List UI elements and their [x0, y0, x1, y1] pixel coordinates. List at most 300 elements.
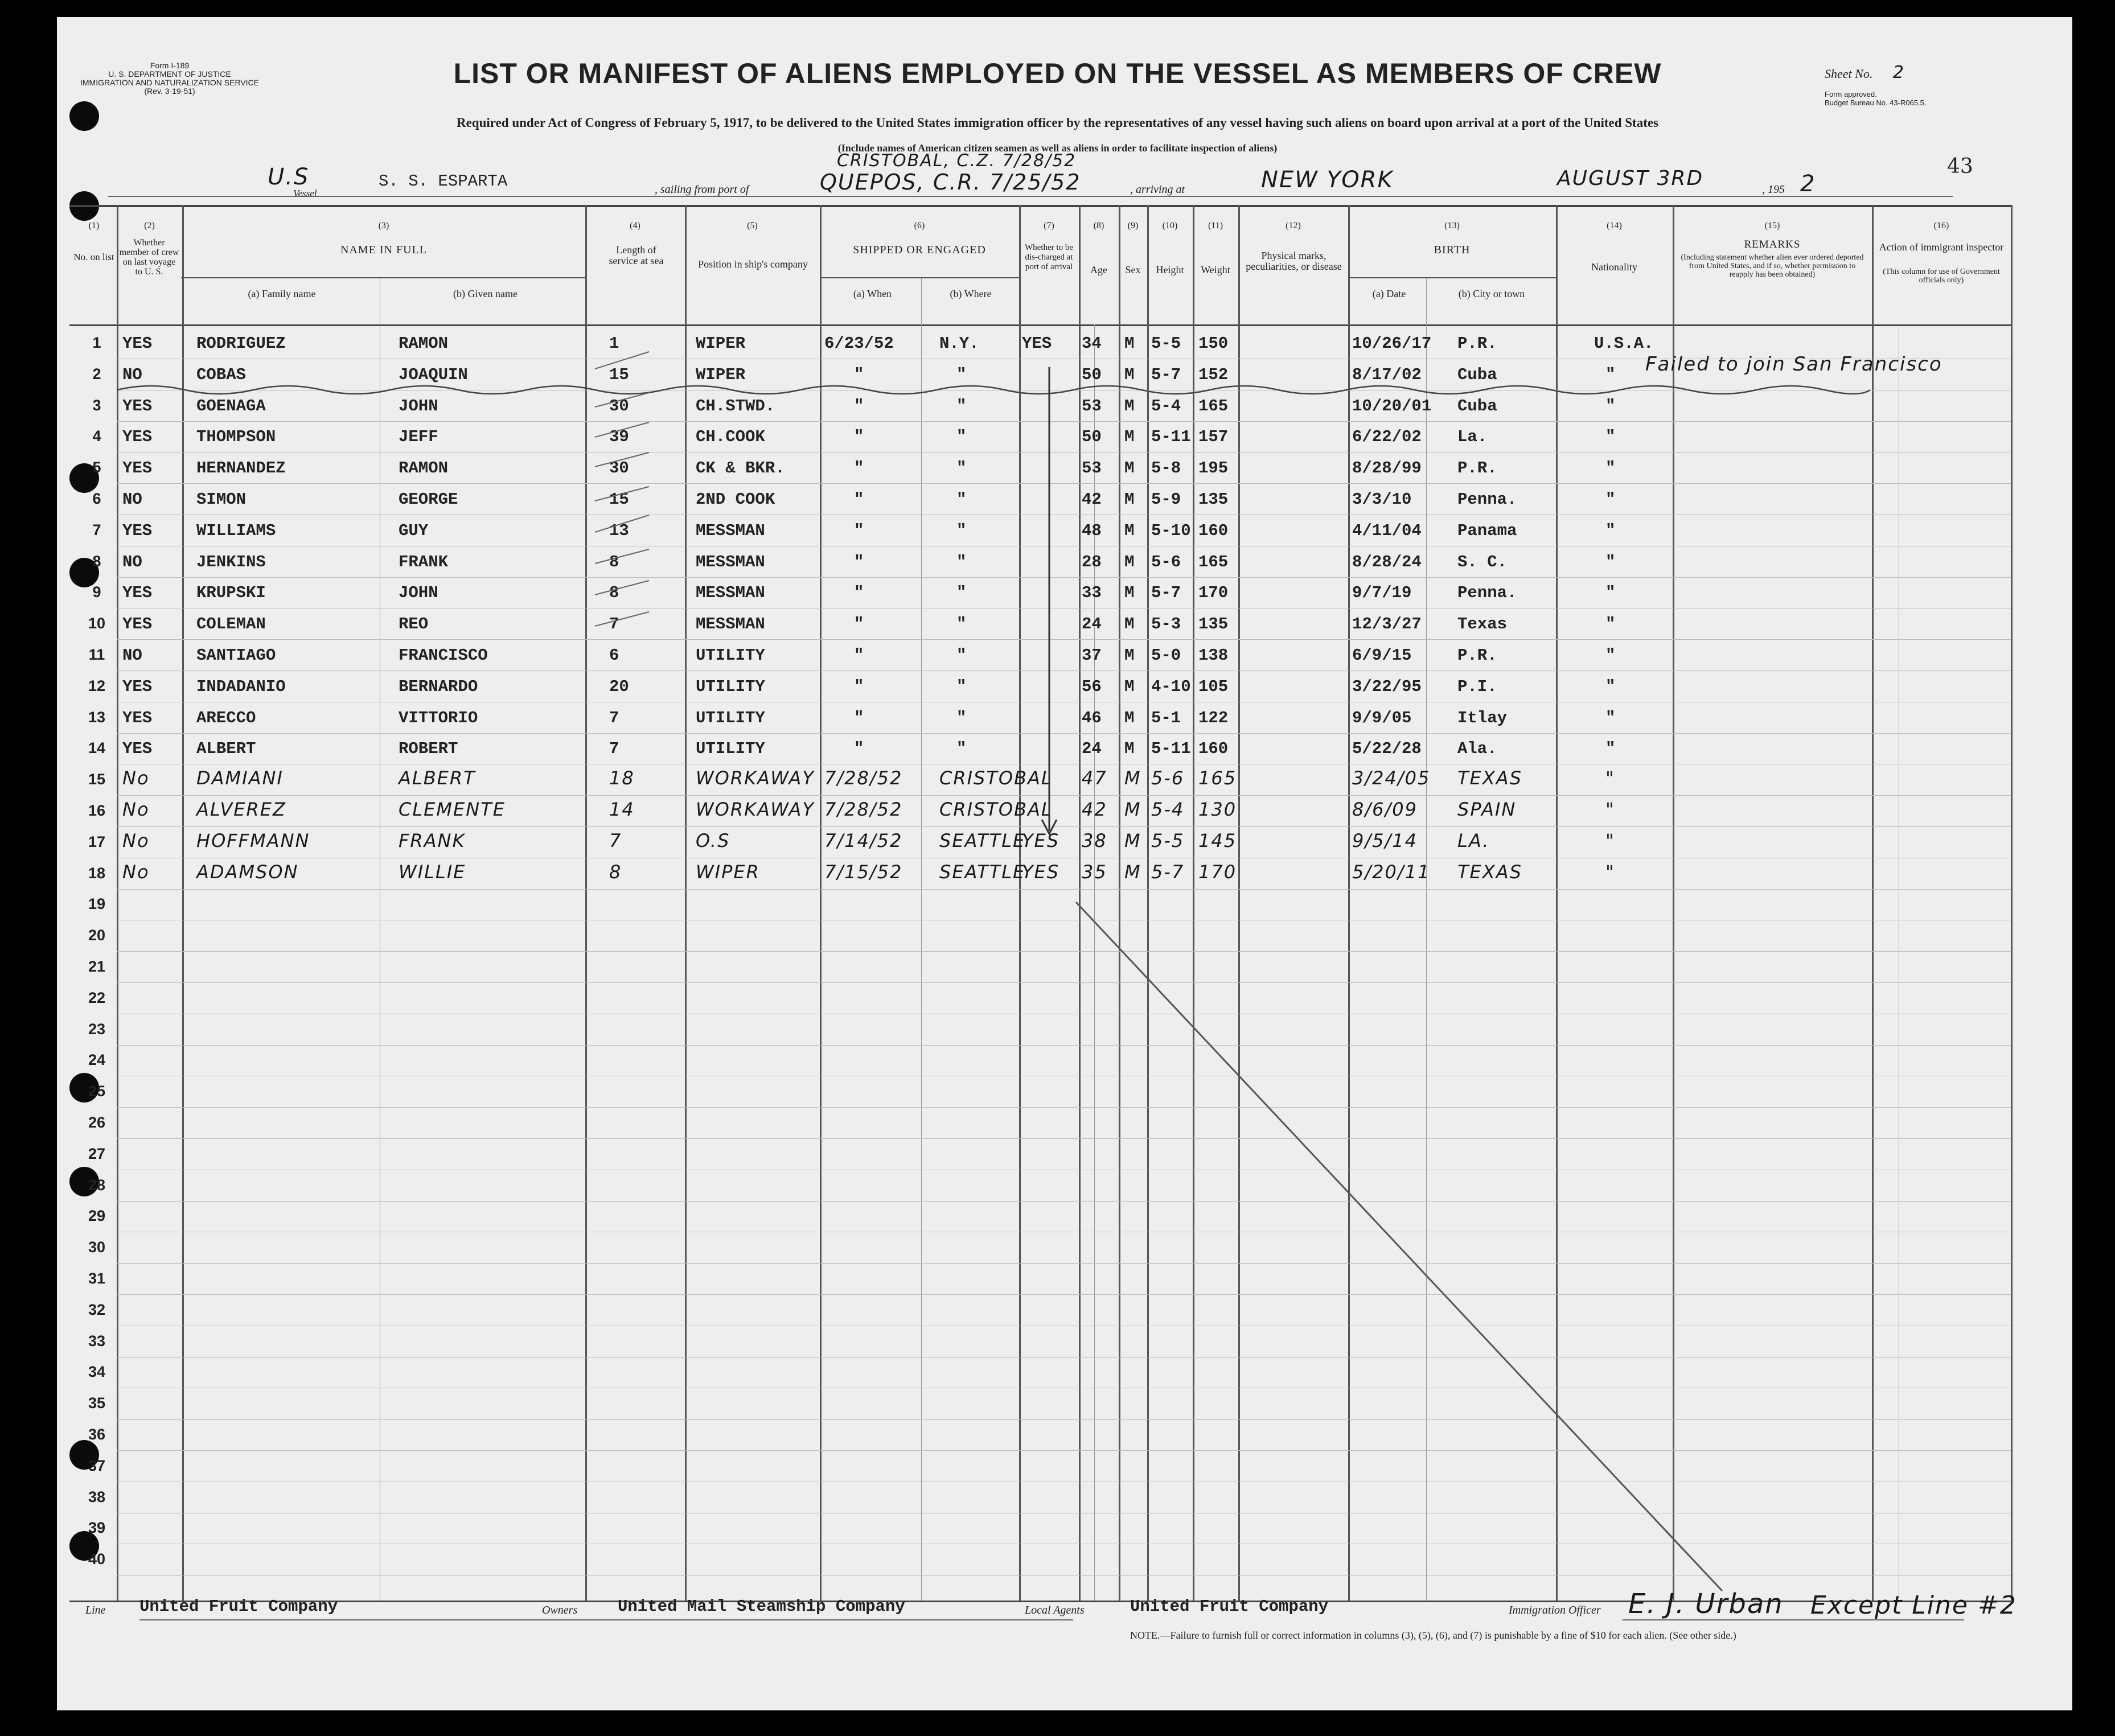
header-discharged: Whether to be dis-charged at port of arrival [1025, 243, 1073, 271]
agents-label: Local Agents [1025, 1604, 1085, 1616]
remark-row-2: Failed to join San Francisco [1645, 353, 1942, 376]
arriving-label: , arriving at [1130, 183, 1185, 196]
row-number: 38 [88, 1488, 106, 1505]
cell-given: ROBERT [399, 739, 458, 759]
cell-given: REO [399, 615, 429, 634]
cell-bdate: 9/5/14 [1352, 829, 1418, 851]
cell-nat: " [1605, 861, 1615, 883]
col-number: (4) [630, 221, 640, 231]
row-number: 1 [92, 334, 101, 351]
header-shipped-or-engaged: SHIPPED OR ENGAGED [853, 244, 986, 256]
cell-nat: " [1605, 767, 1615, 789]
row-number: 26 [88, 1114, 106, 1131]
cell-family: HERNANDEZ [196, 459, 286, 478]
row-number: 6 [92, 490, 101, 507]
cell-bdate: 3/24/05 [1352, 767, 1431, 789]
cell-when: " [854, 646, 864, 665]
cell-bdate: 4/11/04 [1352, 521, 1422, 540]
cell-member: NO [122, 646, 142, 665]
cell-height: 4-10 [1151, 677, 1191, 696]
cell-weight: 138 [1198, 646, 1229, 665]
cell-where: " [956, 739, 967, 759]
cell-where: " [956, 677, 967, 696]
cell-member: No [122, 767, 150, 789]
cell-when: " [854, 427, 864, 447]
cell-family: COBAS [196, 365, 247, 384]
document-title: LIST OR MANIFEST OF ALIENS EMPLOYED ON THE VESSEL AS MEMBERS OF CREW [453, 57, 1662, 89]
cell-nat: " [1605, 829, 1615, 851]
col-number: (6) [914, 221, 925, 231]
cell-position: WORKAWAY [696, 767, 815, 789]
cell-length: 7 [609, 708, 619, 727]
cell-weight: 160 [1198, 521, 1229, 540]
header-no-on-list: No. on list [73, 252, 114, 262]
row-number: 9 [92, 583, 101, 601]
cell-bdate: 10/26/17 [1352, 334, 1432, 353]
cell-bdate: 10/20/01 [1352, 396, 1432, 416]
cell-bcity: Penna. [1457, 490, 1517, 509]
header-age: Age [1090, 264, 1107, 275]
cell-nat: " [1605, 521, 1616, 540]
cell-where: " [956, 583, 967, 603]
row-number: 11 [88, 646, 105, 663]
cell-position: UTILITY [696, 708, 765, 727]
cell-nat: " [1605, 708, 1616, 727]
cell-when: " [854, 521, 864, 540]
header-name-in-full: NAME IN FULL [340, 244, 427, 256]
cell-family: RODRIGUEZ [196, 334, 286, 353]
cell-given: FRANCISCO [399, 646, 488, 665]
cell-height: 5-3 [1151, 615, 1181, 634]
row-number: 15 [88, 771, 106, 788]
cell-member: YES [122, 334, 153, 353]
cell-when: " [854, 396, 864, 416]
cell-bcity: Penna. [1457, 583, 1517, 603]
cell-length: 30 [609, 459, 629, 478]
cell-nat: " [1605, 365, 1616, 384]
cell-where: " [956, 427, 967, 447]
cell-bcity: Panama [1457, 521, 1517, 540]
cell-sex: M [1124, 799, 1141, 820]
cell-weight: 122 [1198, 708, 1229, 727]
cell-when: " [854, 739, 864, 759]
agents-value: United Fruit Company [1130, 1597, 1329, 1616]
cell-height: 5-7 [1151, 861, 1185, 883]
row-number: 28 [88, 1176, 106, 1194]
row-number: 35 [88, 1394, 106, 1412]
cell-sex: M [1124, 708, 1135, 727]
row-number: 23 [88, 1020, 106, 1038]
row-number: 24 [88, 1051, 106, 1069]
header-birth: BIRTH [1434, 244, 1471, 256]
row-number: 34 [88, 1363, 106, 1381]
header-member-of-crew: Whether member of crew on last voyage to U. S. [119, 238, 179, 277]
row-number: 20 [88, 927, 106, 944]
cell-nat: " [1605, 396, 1616, 416]
cell-family: KRUPSKI [196, 583, 266, 603]
cell-when: " [854, 365, 864, 384]
cell-height: 5-4 [1151, 396, 1181, 416]
cell-sex: M [1124, 459, 1135, 478]
cell-when: " [854, 459, 864, 478]
cell-height: 5-5 [1151, 829, 1185, 851]
cell-bcity: Cuba [1457, 365, 1497, 384]
cell-member: NO [122, 490, 142, 509]
cell-bcity: Texas [1457, 615, 1508, 634]
col-number: (9) [1127, 221, 1139, 231]
cell-weight: 165 [1198, 396, 1229, 416]
cell-age: 34 [1082, 334, 1102, 353]
cell-where: " [956, 646, 967, 665]
row-number: 13 [88, 708, 106, 726]
cell-position: CH.COOK [696, 427, 765, 447]
cell-nat: U.S.A. [1594, 334, 1654, 353]
cell-bcity: P.I. [1457, 677, 1497, 696]
cell-weight: 152 [1198, 365, 1229, 384]
col-number: (8) [1093, 221, 1104, 231]
col-number: (14) [1607, 221, 1622, 231]
cell-when: " [854, 490, 864, 509]
cell-bdate: 9/7/19 [1352, 583, 1412, 603]
cell-where: CRISTOBAL [939, 799, 1053, 820]
row-number: 5 [92, 459, 101, 476]
cell-length: 30 [609, 396, 629, 416]
cell-length: 15 [609, 490, 629, 509]
cell-sex: M [1124, 646, 1135, 665]
cell-family: HOFFMANN [196, 829, 310, 851]
cell-sex: M [1124, 861, 1141, 883]
cell-family: SANTIAGO [196, 646, 276, 665]
cell-bcity: SPAIN [1457, 799, 1517, 820]
col-number: (16) [1933, 221, 1949, 231]
row-number: 18 [88, 864, 106, 882]
cell-member: YES [122, 708, 153, 727]
cell-given: CLEMENTE [399, 799, 506, 820]
cell-given: FRANK [399, 552, 449, 571]
cell-member: NO [122, 552, 142, 571]
row-number: 29 [88, 1207, 106, 1225]
owners-value: United Mail Steamship Company [618, 1597, 905, 1616]
cell-height: 5-7 [1151, 365, 1181, 384]
cell-member: No [122, 829, 150, 851]
cell-sex: M [1124, 767, 1141, 789]
cell-height: 5-10 [1151, 521, 1191, 540]
header-sex: Sex [1125, 264, 1141, 275]
cell-sex: M [1124, 739, 1135, 759]
row-number: 22 [88, 989, 106, 1006]
line-label: Line [85, 1604, 106, 1616]
cell-nat: " [1605, 427, 1616, 447]
cell-weight: 165 [1198, 552, 1229, 571]
cell-when: " [854, 583, 864, 603]
cell-nat: " [1605, 615, 1616, 634]
header-when: (a) When [853, 288, 892, 299]
cell-bdate: 8/28/24 [1352, 552, 1422, 571]
header-given-name: (b) Given name [453, 288, 518, 299]
cell-sex: M [1124, 583, 1135, 603]
cell-nat: " [1605, 677, 1616, 696]
cell-length: 18 [609, 767, 635, 789]
cell-where: SEATTLE [939, 861, 1026, 883]
cell-age: 35 [1082, 861, 1107, 883]
cell-member: NO [122, 365, 142, 384]
cell-when: 7/15/52 [824, 861, 903, 883]
cell-height: 5-4 [1151, 799, 1185, 820]
col-number: (11) [1208, 221, 1223, 231]
cell-given: VITTORIO [399, 708, 478, 727]
cell-bcity: Cuba [1457, 396, 1497, 416]
cell-age: 46 [1082, 708, 1102, 727]
row-number: 37 [88, 1457, 106, 1474]
header-height: Height [1156, 264, 1184, 275]
page-number: 43 [1947, 155, 1973, 178]
sailing-label: , sailing from port of [655, 183, 749, 196]
cell-when: 7/28/52 [824, 767, 903, 789]
cell-nat: " [1605, 646, 1616, 665]
cell-nat: " [1605, 552, 1616, 571]
cell-bdate: 12/3/27 [1352, 615, 1422, 634]
cell-age: 42 [1082, 490, 1102, 509]
cell-bcity: TEXAS [1457, 767, 1522, 789]
strike-through-row-2 [117, 386, 1870, 394]
cell-age: 24 [1082, 739, 1102, 759]
cell-length: 7 [609, 615, 619, 634]
cell-height: 5-5 [1151, 334, 1181, 353]
cell-where: " [956, 521, 967, 540]
cell-age: 37 [1082, 646, 1102, 665]
cell-bdate: 8/6/09 [1352, 799, 1418, 820]
row-number: 7 [92, 521, 101, 538]
cell-weight: 145 [1198, 829, 1237, 851]
cell-bcity: TEXAS [1457, 861, 1522, 883]
cell-height: 5-0 [1151, 646, 1181, 665]
officer-note: Except Line #2 [1810, 1591, 2017, 1620]
row-number: 32 [88, 1301, 106, 1318]
cell-member: YES [122, 459, 153, 478]
cell-given: RAMON [399, 459, 449, 478]
cell-where: N.Y. [939, 334, 979, 353]
row-number: 40 [88, 1550, 106, 1568]
header-action-note: (This column for use of Government officials only) [1883, 268, 2000, 285]
cell-weight: 170 [1198, 861, 1237, 883]
col-number: (13) [1444, 221, 1460, 231]
row-number: 12 [88, 677, 106, 694]
cell-weight: 157 [1198, 427, 1229, 447]
cell-length: 15 [609, 365, 629, 384]
cell-bdate: 8/17/02 [1352, 365, 1422, 384]
cell-height: 5-11 [1151, 739, 1191, 759]
cell-when: " [854, 552, 864, 571]
cell-given: GUY [399, 521, 429, 540]
cell-where: " [956, 396, 967, 416]
year-printed: , 195 [1762, 183, 1785, 196]
cell-where: " [956, 490, 967, 509]
header-nationality: Nationality [1591, 261, 1637, 273]
document-subtitle-note: (Include names of American citizen seamen as well as aliens in order to facilitate inspection of aliens) [837, 142, 1278, 154]
cell-where: " [956, 552, 967, 571]
cell-weight: 150 [1198, 334, 1229, 353]
cell-weight: 130 [1198, 799, 1237, 820]
penalty-note: NOTE.—Failure to furnish full or correct information in columns (3), (5), (6), and (7) is punishable by a fine of $10 for each alien. (See other side.) [1130, 1630, 1736, 1641]
cell-family: ALVEREZ [196, 799, 286, 820]
budget-line: Budget Bureau No. 43-R065.5. [1825, 98, 1927, 107]
cell-sex: M [1124, 490, 1135, 509]
cell-age: 50 [1082, 427, 1102, 447]
cell-bdate: 6/22/02 [1352, 427, 1422, 447]
sailing-port: QUEPOS, C.R. 7/25/52 [820, 170, 1081, 195]
cell-given: FRANK [399, 829, 466, 851]
cell-age: 48 [1082, 521, 1102, 540]
cell-length: 8 [609, 583, 619, 603]
col-number: (2) [144, 221, 155, 231]
form-line: IMMIGRATION AND NATURALIZATION SERVICE [80, 78, 259, 87]
row-number: 3 [92, 396, 101, 414]
arriving-port: NEW YORK [1261, 167, 1394, 193]
cell-length: 7 [609, 739, 619, 759]
cell-length: 39 [609, 427, 629, 447]
cell-member: No [122, 861, 150, 883]
cell-sex: M [1124, 829, 1141, 851]
cell-bdate: 9/9/05 [1352, 708, 1412, 727]
cell-when: 7/14/52 [824, 829, 903, 851]
arrival-date: AUGUST 3RD [1557, 167, 1704, 190]
cell-height: 5-8 [1151, 459, 1181, 478]
cell-position: MESSMAN [696, 521, 765, 540]
cell-position: MESSMAN [696, 552, 765, 571]
sailing-port-correction: CRISTOBAL, C.Z. 7/28/52 [837, 151, 1077, 171]
header-remarks: REMARKS [1744, 238, 1801, 250]
cell-family: DAMIANI [196, 767, 284, 789]
header-weight: Weight [1201, 264, 1230, 275]
header-birth-date: (a) Date [1372, 288, 1406, 299]
cell-when: " [854, 677, 864, 696]
header-position: Position in ship's company [698, 258, 808, 270]
cell-position: O.S [696, 829, 730, 851]
cell-family: GOENAGA [196, 396, 266, 416]
cell-weight: 135 [1198, 490, 1229, 509]
cell-where: CRISTOBAL [939, 767, 1053, 789]
cell-length: 13 [609, 521, 629, 540]
officer-label: Immigration Officer [1509, 1604, 1601, 1616]
cell-sex: M [1124, 334, 1135, 353]
row-number: 8 [92, 552, 101, 570]
row-number: 21 [88, 958, 106, 975]
cell-family: INDADANIO [196, 677, 286, 696]
cell-weight: 170 [1198, 583, 1229, 603]
cell-family: JENKINS [196, 552, 266, 571]
col-number: (7) [1044, 221, 1054, 231]
cell-nat: " [1605, 583, 1616, 603]
col-number: (10) [1162, 221, 1178, 231]
cell-bdate: 5/20/11 [1352, 861, 1431, 883]
cell-member: No [122, 799, 150, 820]
cell-member: YES [122, 427, 153, 447]
form-line: (Rev. 3-19-51) [144, 87, 195, 96]
cell-height: 5-7 [1151, 583, 1181, 603]
officer-signature: E. J. Urban [1628, 1588, 1784, 1620]
vessel-prefix: U.S [268, 164, 310, 190]
cell-weight: 160 [1198, 739, 1229, 759]
cell-when: " [854, 708, 864, 727]
cell-given: JOAQUIN [399, 365, 468, 384]
cell-disch: YES [1022, 829, 1060, 851]
cell-bdate: 3/22/95 [1352, 677, 1422, 696]
cell-position: WORKAWAY [696, 799, 815, 820]
cell-where: " [956, 365, 967, 384]
cell-bdate: 3/3/10 [1352, 490, 1412, 509]
cell-height: 5-9 [1151, 490, 1181, 509]
cell-position: UTILITY [696, 677, 765, 696]
cancel-diagonal-line [1076, 902, 1722, 1591]
cell-bdate: 5/22/28 [1352, 739, 1422, 759]
header-birth-city: (b) City or town [1458, 288, 1525, 299]
cell-sex: M [1124, 521, 1135, 540]
cell-position: UTILITY [696, 646, 765, 665]
cell-bdate: 6/9/15 [1352, 646, 1412, 665]
cell-length: 20 [609, 677, 629, 696]
cell-length: 1 [609, 334, 619, 353]
cell-family: ALBERT [196, 739, 256, 759]
sheet-label: Sheet No. [1825, 67, 1873, 81]
cell-sex: M [1124, 552, 1135, 571]
cell-given: JEFF [399, 427, 438, 447]
cell-when: " [854, 615, 864, 634]
cell-weight: 165 [1198, 767, 1237, 789]
col-number: (5) [747, 221, 758, 231]
cell-sex: M [1124, 365, 1135, 384]
header-where: (b) Where [950, 288, 992, 299]
row-number: 30 [88, 1239, 106, 1256]
cell-sex: M [1124, 677, 1135, 696]
cell-nat: " [1605, 490, 1616, 509]
cell-age: 53 [1082, 459, 1102, 478]
cell-age: 38 [1082, 829, 1107, 851]
year-written: 2 [1800, 171, 1816, 197]
form-line: U. S. DEPARTMENT OF JUSTICE [108, 69, 231, 79]
owners-label: Owners [542, 1604, 578, 1616]
cell-position: CK & BKR. [696, 459, 785, 478]
cell-age: 53 [1082, 396, 1102, 416]
cell-weight: 195 [1198, 459, 1229, 478]
cell-bdate: 8/28/99 [1352, 459, 1422, 478]
cell-bcity: Ala. [1457, 739, 1497, 759]
cell-bcity: LA. [1457, 829, 1490, 851]
cell-when: 6/23/52 [824, 334, 894, 353]
vessel-label: Vessel [293, 188, 317, 199]
cell-bcity: La. [1457, 427, 1488, 447]
row-number: 25 [88, 1083, 106, 1100]
cell-height: 5-6 [1151, 767, 1185, 789]
cell-where: SEATTLE [939, 829, 1026, 851]
cell-age: 50 [1082, 365, 1102, 384]
cell-where: " [956, 708, 967, 727]
cell-nat: " [1605, 459, 1616, 478]
cell-age: 33 [1082, 583, 1102, 603]
cell-where: " [956, 459, 967, 478]
cell-family: WILLIAMS [196, 521, 276, 540]
cell-disch: YES [1022, 861, 1060, 883]
cell-position: WIPER [696, 861, 760, 883]
cell-given: GEORGE [399, 490, 458, 509]
cell-position: WIPER [696, 334, 746, 353]
row-number: 16 [88, 802, 106, 819]
cell-height: 5-6 [1151, 552, 1181, 571]
cell-age: 42 [1082, 799, 1107, 820]
budget-line: Form approved. [1825, 90, 1877, 98]
cell-family: ADAMSON [196, 861, 299, 883]
cell-member: YES [122, 739, 153, 759]
row-number: 14 [88, 739, 106, 757]
